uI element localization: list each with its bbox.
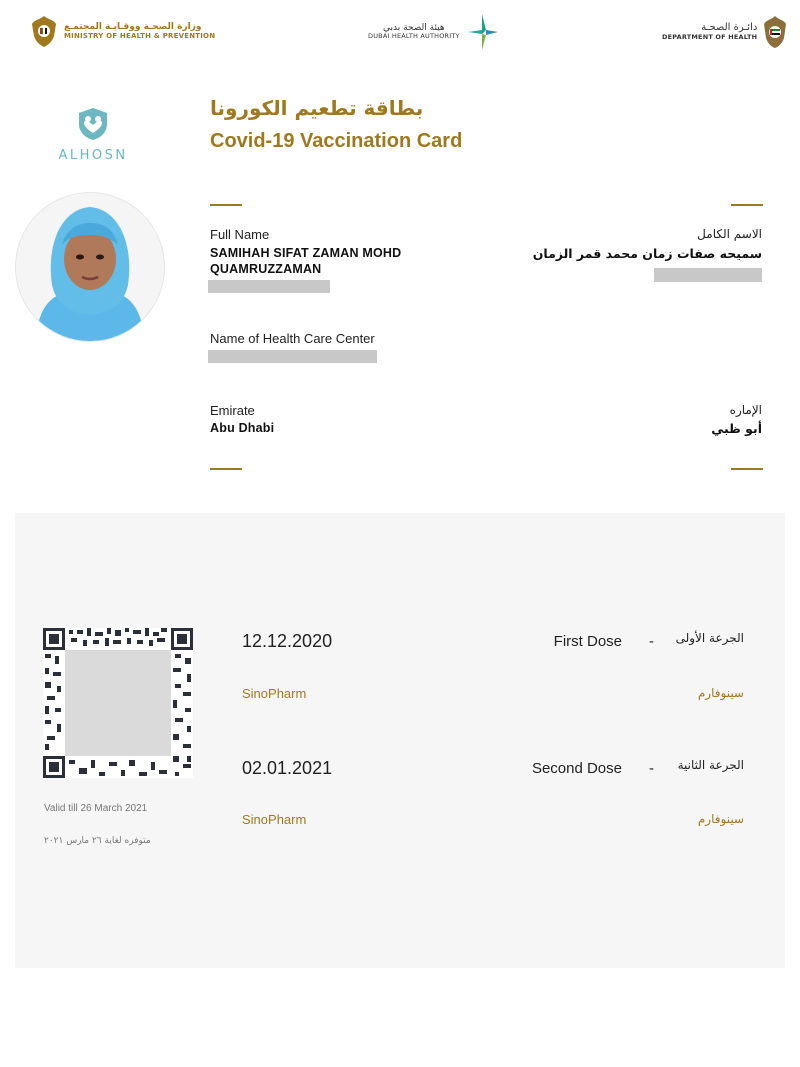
emirate-value-ar: أبو ظبي: [711, 421, 762, 436]
dha-name-ar: هيئة الصحة بدبي: [383, 23, 445, 34]
alhosn-shield-icon: [76, 106, 110, 142]
first-dose-vaccine: SinoPharm: [242, 686, 307, 701]
redacted-id-ar: [654, 268, 762, 282]
second-dose-dash: -: [649, 760, 654, 777]
second-dose-label-ar: الجرعة الثانية: [677, 758, 744, 772]
valid-till-en: Valid till 26 March 2021: [44, 803, 148, 814]
dha-name-en: DUBAI HEALTH AUTHORITY: [368, 32, 460, 41]
emirate-label: Emirate: [210, 403, 255, 418]
redacted-id-en: [208, 280, 330, 293]
doh-name-en: DEPARTMENT OF HEALTH: [662, 33, 758, 42]
alhosn-name: ALHOSN: [58, 148, 128, 163]
full-name-label: Full Name: [210, 227, 270, 242]
divider-bottom-right: [731, 468, 763, 470]
redacted-health-center: [208, 350, 377, 363]
card-title-ar: بطاقة تطعيم الكورونا: [210, 96, 424, 120]
divider-top-right: [731, 204, 763, 206]
second-dose-vaccine-ar: سينوفارم: [697, 812, 744, 826]
first-dose-dash: -: [649, 633, 654, 650]
divider-bottom-left: [210, 468, 242, 470]
valid-till-ar: متوفره لغاية ٢٦ مارس ٢٠٢١: [44, 836, 151, 846]
dha-logo-icon: [464, 12, 500, 52]
moh-name-ar: وزارة الصحـة ووقـايـة المجتمـع: [64, 21, 202, 32]
health-center-label: Name of Health Care Center: [210, 331, 375, 346]
person-avatar-icon: [16, 193, 164, 341]
qr-code-icon: [43, 628, 193, 778]
full-name-ar: سميحه صفات زمان محمد قمر الزمان: [532, 246, 762, 261]
first-dose-label: First Dose: [553, 633, 622, 650]
card-title-en: Covid-19 Vaccination Card: [210, 130, 463, 152]
emirate-label-ar: الإماره: [729, 403, 762, 417]
alhosn-logo: [56, 106, 130, 163]
full-name-line2: QUAMRUZZAMAN: [210, 262, 322, 276]
second-dose-label: Second Dose: [531, 760, 622, 777]
divider-top-left: [210, 204, 242, 206]
doh-logo: [662, 14, 789, 50]
first-dose-label-ar: الجرعة الأولى: [675, 631, 744, 645]
full-name-line1: SAMIHAH SIFAT ZAMAN MOHD: [210, 246, 402, 260]
uae-emblem-icon: [30, 14, 58, 48]
emirate-value: Abu Dhabi: [210, 421, 275, 435]
second-dose-vaccine: SinoPharm: [242, 812, 307, 827]
doh-name-ar: دائـرة الصحـة: [701, 22, 758, 34]
profile-photo: [15, 192, 165, 342]
first-dose-date: 12.12.2020: [242, 631, 333, 651]
abu-dhabi-emblem-icon: [761, 14, 789, 50]
second-dose-date: 02.01.2021: [242, 758, 333, 778]
moh-logo: [30, 14, 215, 48]
full-name-label-ar: الاسم الكامل: [697, 227, 762, 241]
dha-logo: [368, 12, 500, 52]
first-dose-vaccine-ar: سينوفارم: [697, 686, 744, 700]
moh-name-en: MINISTRY OF HEALTH & PREVENTION: [64, 32, 216, 41]
